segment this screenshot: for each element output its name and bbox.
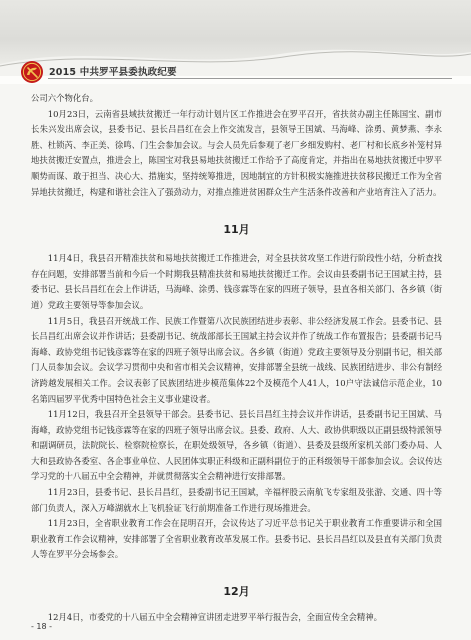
page-header-title: 2015 中共罗平县委执政纪要: [49, 67, 177, 78]
page-header: [0, 0, 471, 84]
paragraph-nov-2: 11月5日，我县召开统战工作、民族工作暨第八次民族团结进步表彰、非公经济发展工作会。县委书记、县长吕昌红出席会议并作讲话；县委副书记、统战部部长王国斌主持会议并作了统战工作布置报告；县委副书记马海峰、政协党组书记钱彦霖等在家的四班子领导出席会议。各乡镇（街道）党政主要领导及分别副书记，相关部门人员参加会议。会议学习贯彻中央和省市相关会议精神，安排部署全县统一战线、民族团结进步、非公有制经济跨越发展相关工作。会议表彰了民族团结进步模范集体22个及模范个人41人，10户守法诚信示范企业，10名第四届罗平优秀中国特色社会主义事业建设者。: [31, 315, 442, 404]
paragraph-oct-2: 10月23日，云南省县域扶贫搬迁一年行动计划片区工作推进会在罗平召开，省扶贫办副主任陈国宝、副市长朱兴发出席会议，县委书记、县长吕昌红在会上作交流发言，县领导王国斌、马海峰、涂勇、黄梦燕、李永胜、杜锁芮、李正美、徐鸣、门生会参加会议。与会人员先后参观了老厂乡细发购村、老厂村和长底乡补笼村异地扶贫搬迁安置点，推进会上，陈国宝对我县易地扶贫搬迁工作给予了高度肯定，并指出在易地扶贫搬迁中罗平顺势而谋、敢于担当、决心大、措施实，坚持统筹推进，因地制宜的方针积极实施推进扶贫移民搬迁工作为全省异地扶贫搬迁，构建和谐社会注入了强劲动力，对推点推进贫困群众生产生活条件改善和产业培育注入了活力。: [31, 108, 442, 197]
page-number: - 18 -: [31, 622, 53, 631]
month-heading-november: 11月: [223, 223, 250, 237]
paragraph-nov-5: 11月23日，全省职业教育工作会在昆明召开，会议传达了习近平总书记关于职业教育工作重要讲示和全国职业教育工作会议精神，安排部署了全省职业教育改革发展工作。县委书记、县长吕昌红以及县直有关部门负责人等在罗平分会场参会。: [31, 518, 442, 560]
month-heading-december: 12月: [223, 585, 250, 599]
paragraph-oct-1: 公司六个物化台。: [31, 93, 98, 103]
paragraph-nov-1: 11月4日，我县召开精准扶贫和易地扶贫搬迁工作推进会，对全县扶贫攻坚工作进行阶段性小结，分析查找存在问题，安排部署当前和今后一个时期我县精准扶贫和易地扶贫搬迁工作。会议由县委副书记王国斌主持，县委书记、县长吕昌红在会上作讲话，马海峰、涂勇、钱彦霖等在家的四班子领导，县直各相关部门、各乡镇（街道）党政主要领导等参加会议。: [31, 253, 442, 310]
header-divider: [48, 78, 452, 79]
paragraph-nov-3: 11月12日，我县召开全县领导干部会。县委书记、县长吕昌红主持会议并作讲话，县委副书记王国斌、马海峰，政协党组书记钱彦霖等在家的四班子领导出席会议。县委、政府、人大、政协供职级以正副县级特派领导和副调研员，法院院长、检察院检察长，在职处级领导，各乡镇（街道）、县委及县级所家机关部门委办局、人大和县政协各委室、各企事业单位、人民团体实职正科级和正副科副位于的正科级领导干部参加会议。会议传达学习党的十八届五中全会精神，并就贯彻落实全会精神进行安排部署。: [31, 409, 442, 482]
paragraph-nov-4: 11月23日，县委书记、县长吕昌红，县委副书记王国斌，辛福枰股云南航飞专家组及张游、交通、四十等部门负责人，深入万峰湖就水上飞机验证飞行前期准备工作进行现场推进会。: [31, 487, 442, 513]
party-emblem-icon: [20, 60, 44, 84]
document-body: [31, 91, 442, 626]
paragraph-dec-1: 12月4日，市委党的十八届五中全会精神宣讲团走进罗平举行报告会，全面宣传全会精神。: [47, 612, 383, 623]
